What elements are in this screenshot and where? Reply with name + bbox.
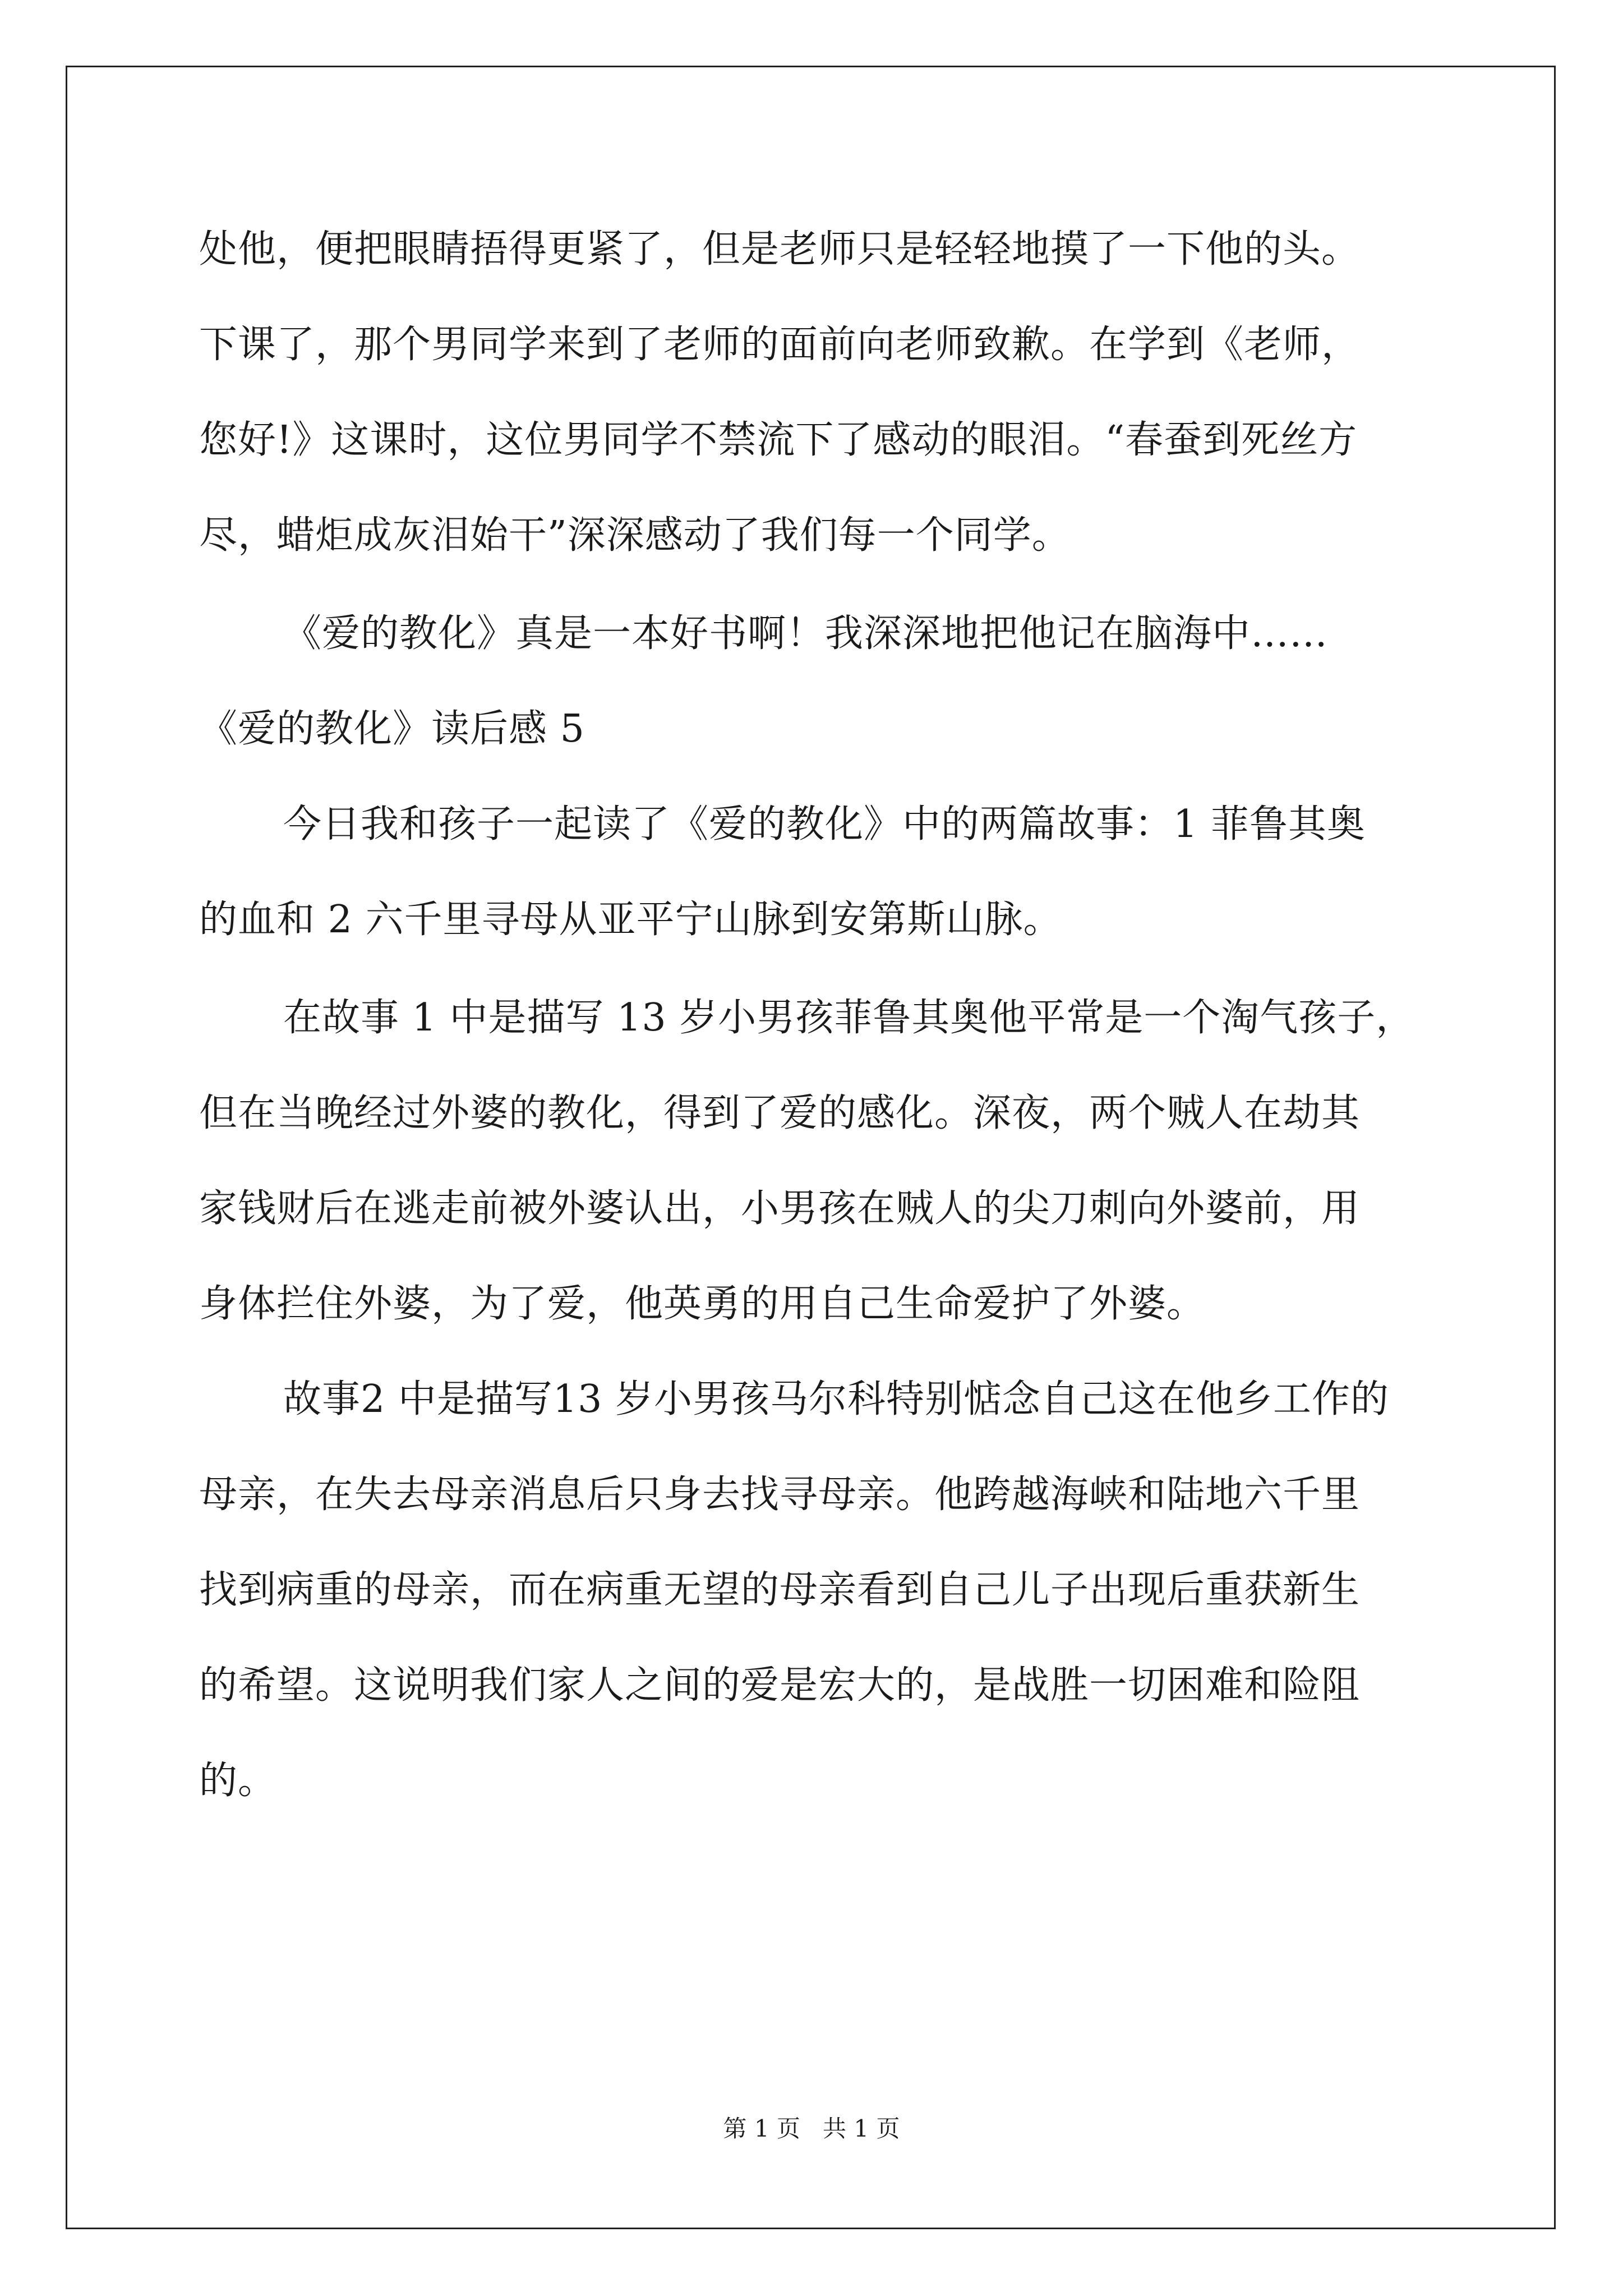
paragraph-first-line: 故事2 中是描写13 岁小男孩马尔科特别惦念自己这在他乡工作的 <box>283 1377 1390 1421</box>
body-text-line: 母亲，在失去母亲消息后只身去找寻母亲。他跨越海峡和陆地六千里 <box>199 1473 1361 1517</box>
body-text-line: 的血和 2 六千里寻母从亚平宁山脉到安第斯山脉。 <box>199 898 1062 942</box>
body-text-line: 家钱财后在逃走前被外婆认出，小男孩在贼人的尖刀刺向外婆前，用 <box>199 1186 1361 1231</box>
section-heading: 《爱的教化》读后感 5 <box>199 707 585 751</box>
body-text-line: 的希望。这说明我们家人之间的爱是宏大的，是战胜一切困难和险阻 <box>199 1663 1361 1708</box>
body-text-line: 但在当晚经过外婆的教化，得到了爱的感化。深夜，两个贼人在劫其 <box>199 1091 1361 1135</box>
body-text-line: 身体拦住外婆，为了爱，他英勇的用自己生命爱护了外婆。 <box>199 1282 1206 1326</box>
page-footer: 第 1 页 共 1 页 <box>723 2115 900 2142</box>
body-text-line: 尽，蜡炬成灰泪始干”深深感动了我们每一个同学。 <box>199 513 1071 558</box>
body-text-line: 下课了，那个男同学来到了老师的面前向老师致歉。在学到《老师， <box>199 323 1361 367</box>
body-text-line: 找到病重的母亲，而在病重无望的母亲看到自己儿子出现后重获新生 <box>199 1568 1361 1612</box>
body-text-line: 的。 <box>199 1759 277 1803</box>
body-text-line: 处他，便把眼睛捂得更紧了，但是老师只是轻轻地摸了一下他的头。 <box>199 227 1361 272</box>
paragraph-first-line: 在故事 1 中是描写 13 岁小男孩菲鲁其奥他平常是一个淘气孩子， <box>283 996 1415 1040</box>
paragraph-first-line: 《爱的教化》真是一本好书啊！我深深地把他记在脑海中…… <box>283 611 1329 656</box>
page-border <box>66 66 1556 2229</box>
body-text-line: 您好!》这课时，这位男同学不禁流下了感动的眼泪。“春蚕到死丝方 <box>199 418 1358 462</box>
paragraph-first-line: 今日我和孩子一起读了《爱的教化》中的两篇故事：1 菲鲁其奥 <box>283 802 1366 846</box>
